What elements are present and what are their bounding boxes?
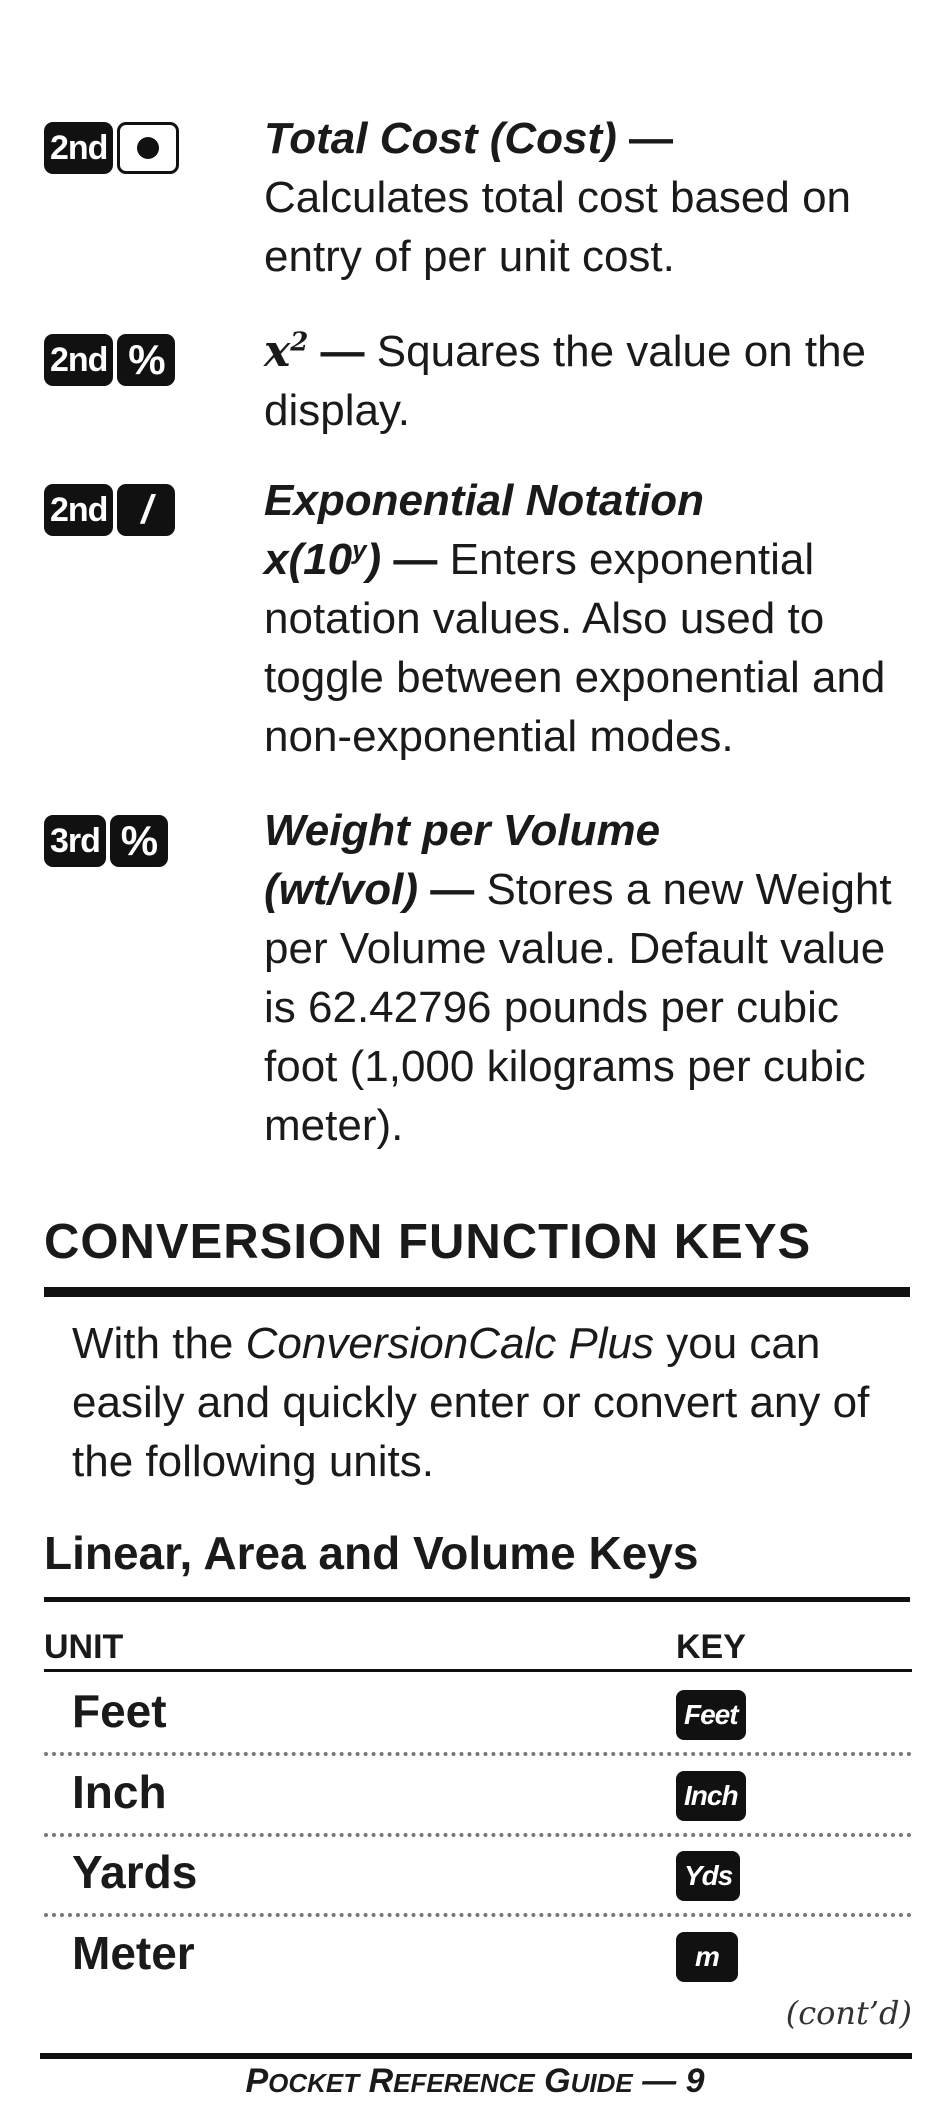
second-function-key: 2nd <box>44 122 113 174</box>
percent-key: % <box>110 815 168 867</box>
unit-name: Inch <box>72 1766 167 1818</box>
product-name: ConversionCalc Plus <box>245 1319 655 1368</box>
unit-name: Yards <box>72 1846 198 1898</box>
entry-description: Calculates total cost based on entry of per unit cost. <box>264 173 852 281</box>
entry-title: Weight per Volume <box>264 806 661 855</box>
entry-title: Total Cost (Cost) <box>264 114 617 163</box>
dot-icon <box>137 137 159 159</box>
section-divider <box>44 1287 910 1297</box>
percent-key: % <box>117 334 175 386</box>
decimal-point-key <box>117 122 179 174</box>
column-header-key: KEY <box>676 1628 746 1666</box>
meter-key: m <box>676 1932 738 1982</box>
entry-title: Exponential Notation <box>264 476 704 525</box>
key-combo-weight-per-volume <box>44 815 168 867</box>
entry-description: Squares the value on the display. <box>264 327 867 435</box>
unit-name: Meter <box>72 1927 195 1979</box>
second-function-key: 2nd <box>44 484 113 536</box>
key-combo-square <box>44 334 175 386</box>
section-heading: CONVERSION FUNCTION KEYS <box>44 1215 812 1269</box>
footer-divider <box>40 2053 912 2059</box>
page-number: — 9 <box>632 2062 705 2100</box>
entry-title: x <box>264 326 291 377</box>
table-row <box>44 1674 912 1754</box>
inch-key: Inch <box>676 1771 746 1821</box>
subsection-divider <box>44 1597 910 1602</box>
feet-key: Feet <box>676 1690 746 1740</box>
table-header-rule <box>44 1669 912 1672</box>
divide-key: / <box>117 484 175 536</box>
continued-note: (cont’d) <box>785 1994 912 2032</box>
entry-description: Enters exponential notation values. Also used to toggle between exponential and non-exponential modes. <box>264 535 886 761</box>
unit-name: Feet <box>72 1685 167 1737</box>
table-row <box>44 1835 912 1915</box>
key-combo-total-cost <box>44 122 179 174</box>
second-function-key: 2nd <box>44 334 113 386</box>
entry-square: $x^2$ — Squares the value on the display. <box>264 326 867 435</box>
yards-key: Yds <box>676 1851 740 1901</box>
key-combo-exponential <box>44 484 175 536</box>
column-header-unit: UNIT <box>44 1628 124 1666</box>
page-footer: POCKET REFERENCE GUIDE — 9 <box>245 2062 705 2100</box>
third-function-key: 3rd <box>44 815 106 867</box>
table-row <box>44 1916 912 1996</box>
subsection-heading: Linear, Area and Volume Keys <box>44 1527 699 1579</box>
table-row <box>44 1755 912 1835</box>
entry-exponential: Exponential Notation x(10$^y$) — Enters exponential notation values. Also used to toggle between exponential and non-exponential modes. <box>264 476 886 761</box>
entry-total-cost: Total Cost (Cost) — Calculates total cost based on entry of per unit cost. <box>264 114 852 281</box>
entry-description: Stores a new Weight per Volume value. Default value is 62.42796 pounds per cubic foot (1,000 kilograms per cubic meter). <box>264 865 892 1150</box>
section-intro: With the ConversionCalc Plus you can easily and quickly enter or convert any of the following units. <box>72 1319 870 1486</box>
entry-weight-per-volume: Weight per Volume (wt/vol) — Stores a new Weight per Volume value. Default value is 62.42796 pounds per cubic foot (1,000 kilograms per cubic meter). <box>264 806 892 1150</box>
